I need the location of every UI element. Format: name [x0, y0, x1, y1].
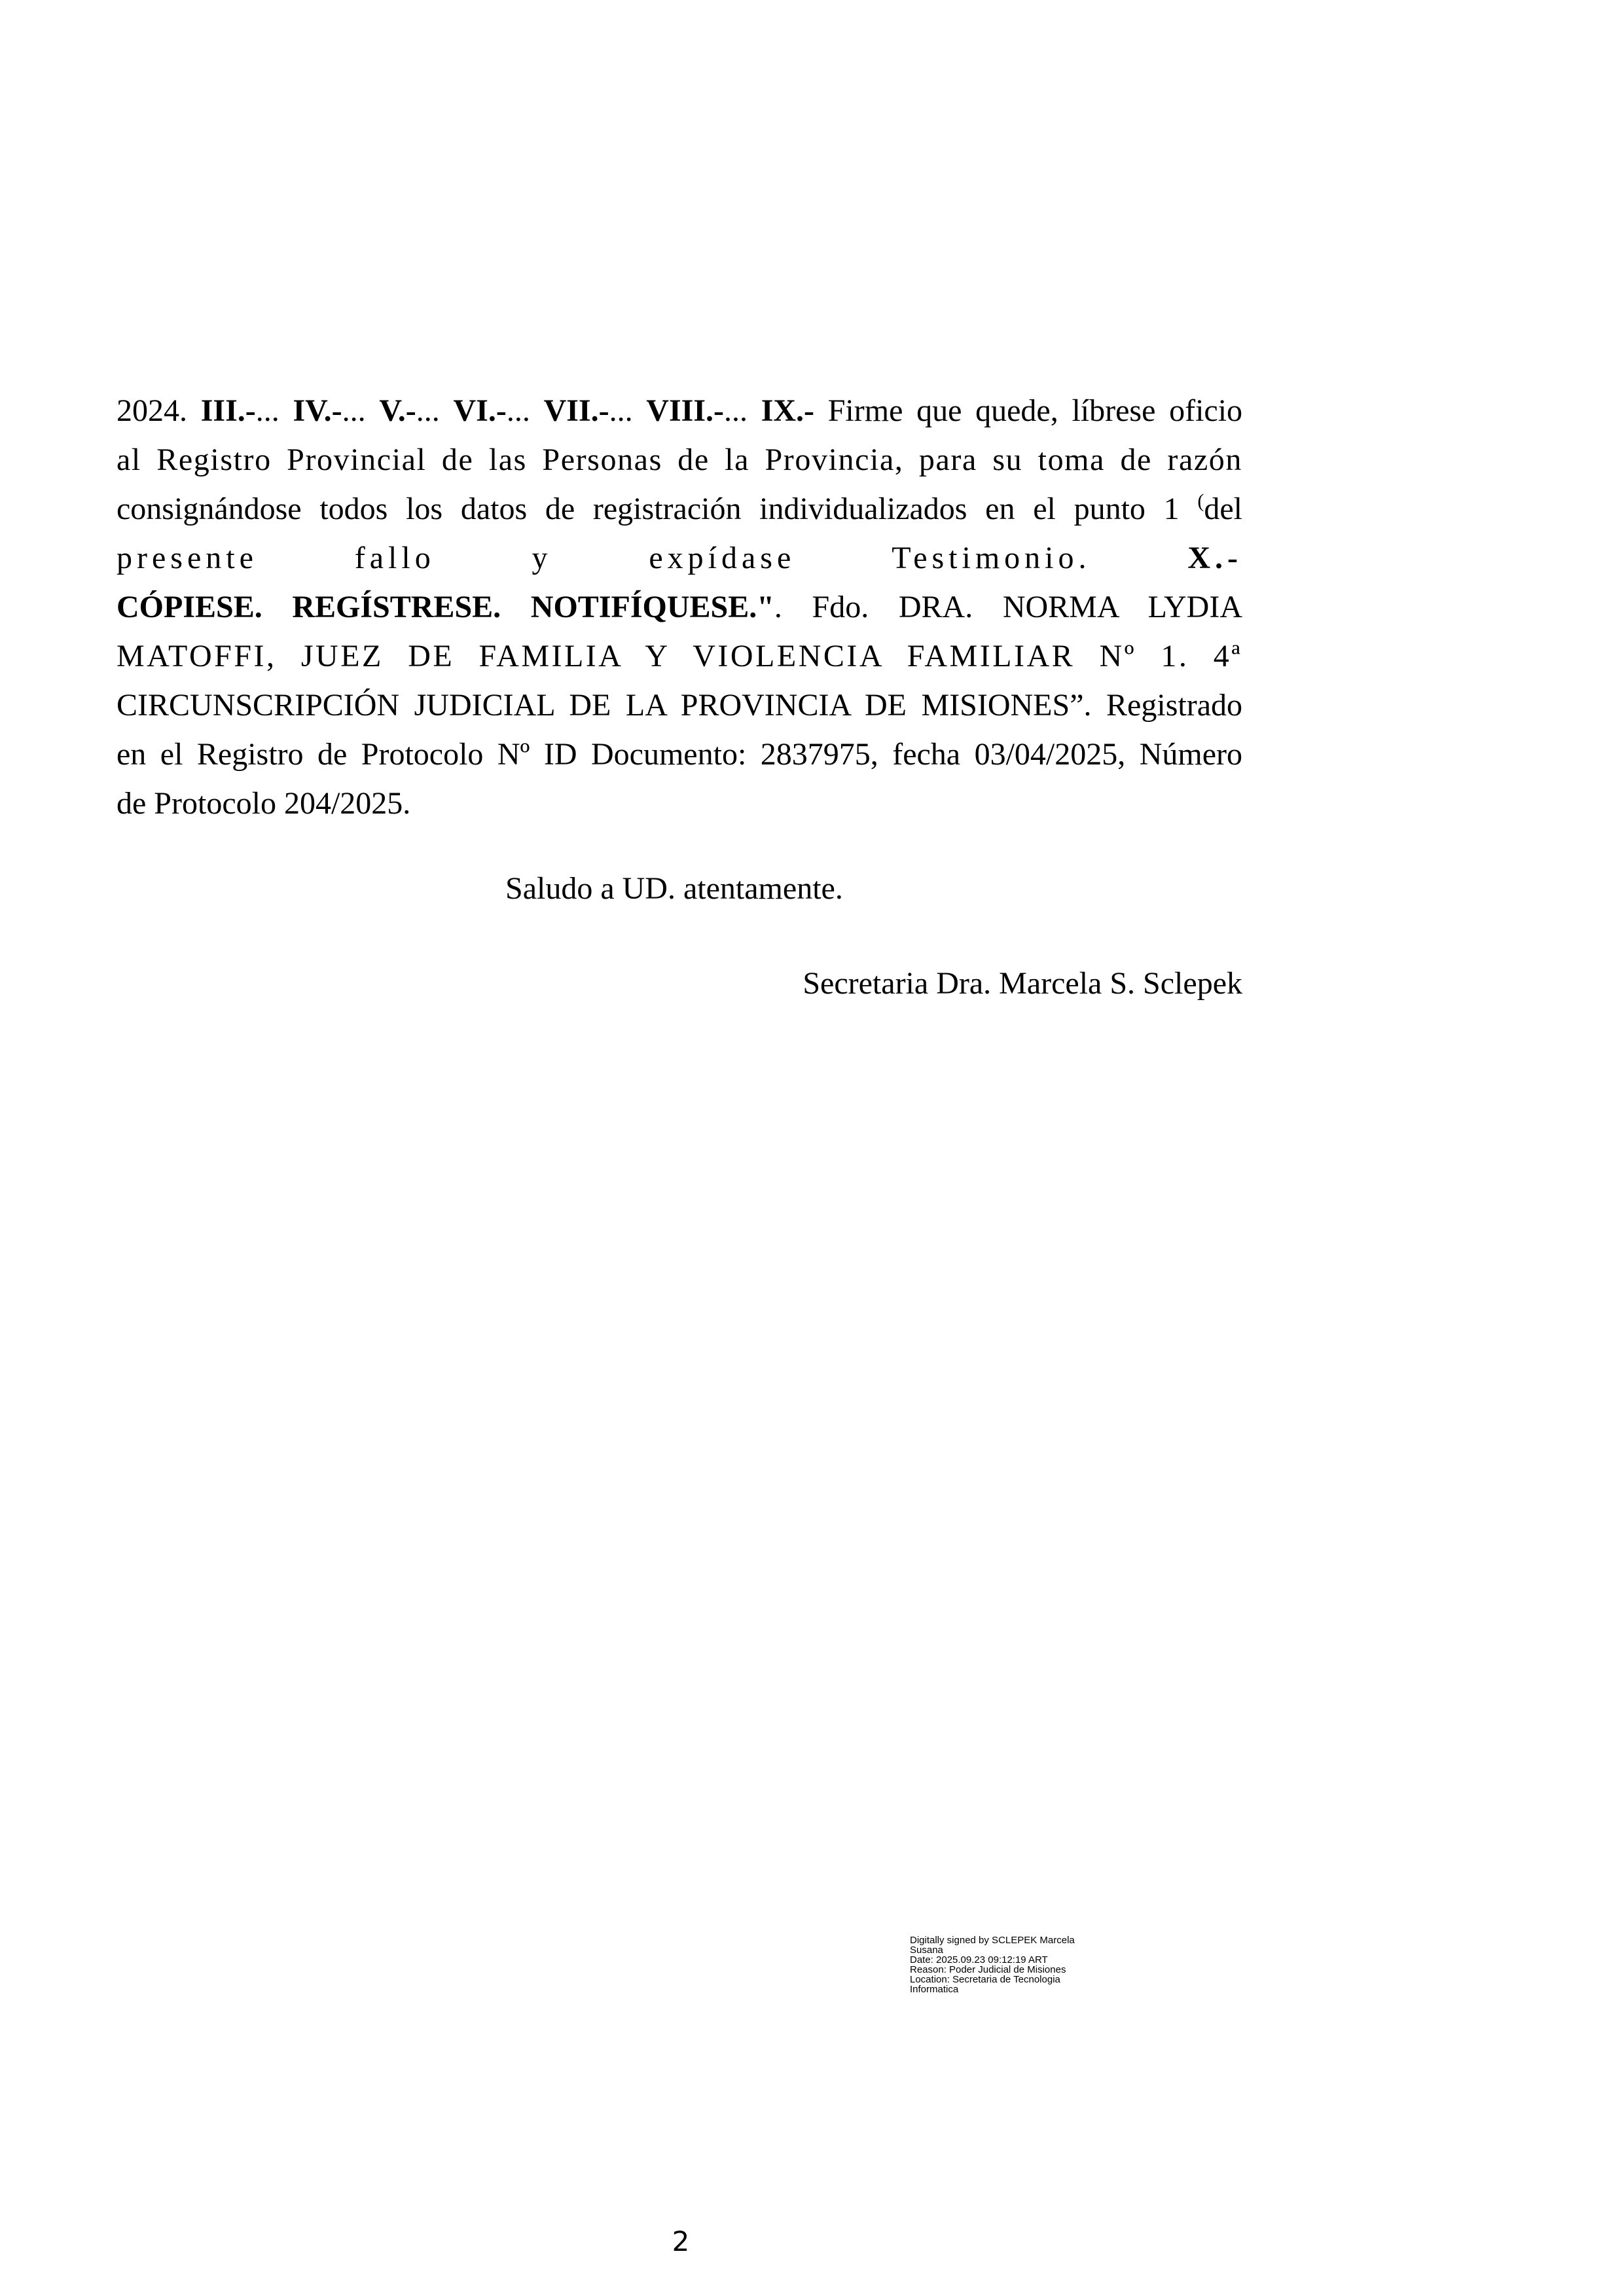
signature-line: Secretaria Dra. Marcela S. Sclepek — [803, 966, 1242, 1001]
paragraph-line-3 — [117, 484, 1242, 533]
digital-signature-line: Informatica — [910, 1984, 959, 1995]
paragraph-line-4 — [117, 533, 1242, 583]
paragraph-line-2: al Registro Provincial de las Personas de la Provincia, para su toma de razón — [117, 442, 1242, 477]
section-vii: VII.- — [543, 393, 609, 428]
ellipsis: ... — [609, 393, 647, 428]
paragraph-line-8: en el Registro de Protocolo Nº ID Documento: 2837975, fecha 03/04/2025, Número — [117, 737, 1242, 772]
digital-signature-date: Date: 2025.09.23 09:12:19 ART — [910, 1954, 1048, 1965]
section-ix: IX.- — [761, 393, 815, 428]
text-copiese: CÓPIESE. REGÍSTRESE. NOTIFÍQUESE." — [117, 590, 774, 624]
ellipsis: ... — [342, 393, 380, 428]
digital-signature-reason: Reason: Poder Judicial de Misiones — [910, 1964, 1066, 1975]
digital-signature-line: Digitally signed by SCLEPEK Marcela — [910, 1935, 1075, 1946]
digital-signature-location: Location: Secretaria de Tecnologia — [910, 1974, 1060, 1985]
ellipsis: ... — [506, 393, 544, 428]
digital-signature-line: Susana — [910, 1945, 943, 1956]
section-iii: III.- — [200, 393, 256, 428]
text-firme: Firme que quede, líbrese oficio — [814, 393, 1242, 428]
text-presente-fallo: presente fallo y expídase Testimonio. — [117, 541, 1188, 575]
section-vi: VI.- — [453, 393, 507, 428]
text-fdo: . Fdo. DRA. NORMA LYDIA — [774, 590, 1242, 624]
section-v: V.- — [379, 393, 416, 428]
paragraph-line-7: CIRCUNSCRIPCIÓN JUDICIAL DE LA PROVINCIA DE MISIONES”. Registrado — [117, 688, 1242, 723]
page-number: 2 — [672, 2225, 690, 2257]
section-viii: VIII.- — [646, 393, 724, 428]
text-consignandose: consignándose todos los datos de registración individualizados en el punto 1 — [117, 492, 1198, 526]
text-year: 2024. — [117, 393, 201, 428]
section-iv: IV.- — [293, 393, 342, 428]
paragraph-line-1 — [117, 386, 1242, 435]
footnote-paren: ( — [1197, 490, 1204, 512]
ellipsis: ... — [723, 393, 761, 428]
paragraph-line-6: MATOFFI, JUEZ DE FAMILIA Y VIOLENCIA FAMILIAR Nº 1. 4ª — [117, 639, 1242, 673]
ellipsis: ... — [255, 393, 293, 428]
resolution-paragraph — [117, 386, 1242, 828]
text-del: del — [1204, 492, 1242, 526]
closing-salutation: Saludo a UD. atentamente. — [505, 871, 843, 906]
section-x: X.- — [1187, 541, 1242, 575]
paragraph-line-9: de Protocolo 204/2025. — [117, 786, 411, 821]
ellipsis: ... — [416, 393, 454, 428]
digital-signature-stamp — [910, 1935, 1146, 1994]
paragraph-line-5 — [117, 583, 1242, 632]
